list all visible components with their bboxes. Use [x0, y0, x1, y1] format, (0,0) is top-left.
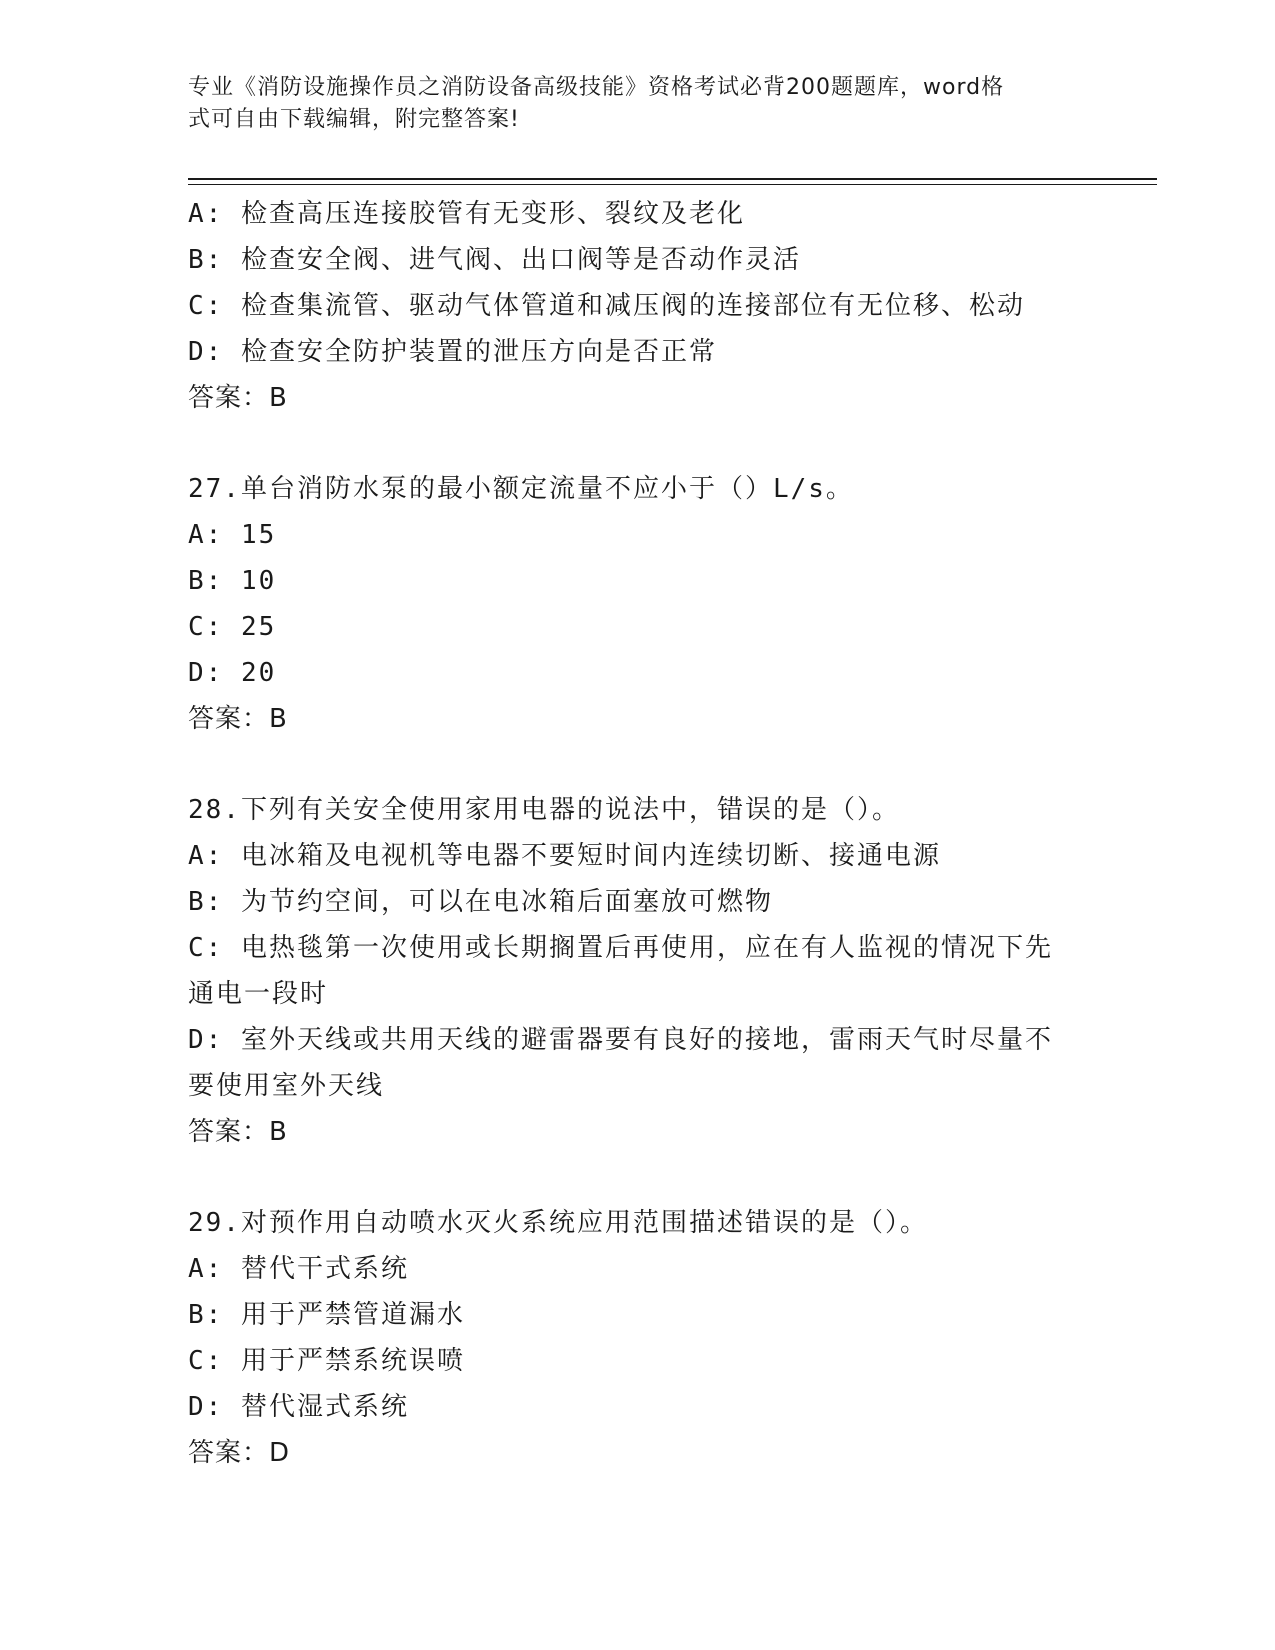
option-c: C: 用于严禁系统误喷	[188, 1346, 465, 1376]
answer-line: 答案：D	[188, 1438, 291, 1468]
question-29-block	[188, 1200, 1088, 1476]
option-d: D: 检查安全防护装置的泄压方向是否正常	[188, 337, 717, 367]
answer-line: 答案：B	[188, 383, 288, 413]
option-d: D: 替代湿式系统	[188, 1392, 409, 1422]
option-d-continued: 要使用室外天线	[188, 1071, 385, 1101]
option-d: D: 20	[188, 658, 277, 688]
option-a: A: 15	[188, 520, 277, 550]
answer-line: 答案：B	[188, 1117, 288, 1147]
spacer	[188, 1155, 1088, 1200]
option-c: C: 电热毯第一次使用或长期搁置后再使用，应在有人监视的情况下先	[188, 933, 1053, 963]
option-d: D: 室外天线或共用天线的避雷器要有良好的接地，雷雨天气时尽量不	[188, 1025, 1053, 1055]
option-b: B: 检查安全阀、进气阀、出口阀等是否动作灵活	[188, 245, 801, 275]
option-a: A: 检查高压连接胶管有无变形、裂纹及老化	[188, 199, 745, 229]
option-c: C: 25	[188, 612, 277, 642]
option-b: B: 用于严禁管道漏水	[188, 1300, 465, 1330]
header-divider-thick	[188, 178, 1157, 180]
spacer	[188, 742, 1088, 787]
question-text: 27.单台消防水泵的最小额定流量不应小于（）L/s。	[188, 474, 854, 504]
option-b: B: 10	[188, 566, 277, 596]
document-header	[188, 72, 1088, 136]
question-text: 29.对预作用自动喷水灭火系统应用范围描述错误的是（）。	[188, 1208, 928, 1238]
option-b: B: 为节约空间，可以在电冰箱后面塞放可燃物	[188, 887, 773, 917]
question-26-block	[188, 191, 1088, 421]
question-text: 28.下列有关安全使用家用电器的说法中，错误的是（）。	[188, 795, 900, 825]
question-list	[188, 191, 1088, 1476]
header-divider-thin	[188, 184, 1157, 185]
option-c-continued: 通电一段时	[188, 979, 329, 1009]
header-line-2: 式可自由下载编辑，附完整答案!	[188, 107, 520, 132]
option-a: A: 电冰箱及电视机等电器不要短时间内连续切断、接通电源	[188, 841, 941, 871]
option-a: A: 替代干式系统	[188, 1254, 409, 1284]
spacer	[188, 421, 1088, 466]
header-line-1: 专业《消防设施操作员之消防设备高级技能》资格考试必背200题题库，word格	[188, 75, 1005, 100]
question-28-block	[188, 787, 1088, 1155]
answer-line: 答案：B	[188, 704, 288, 734]
question-27-block	[188, 466, 1088, 742]
option-c: C: 检查集流管、驱动气体管道和减压阀的连接部位有无位移、松动	[188, 291, 1025, 321]
